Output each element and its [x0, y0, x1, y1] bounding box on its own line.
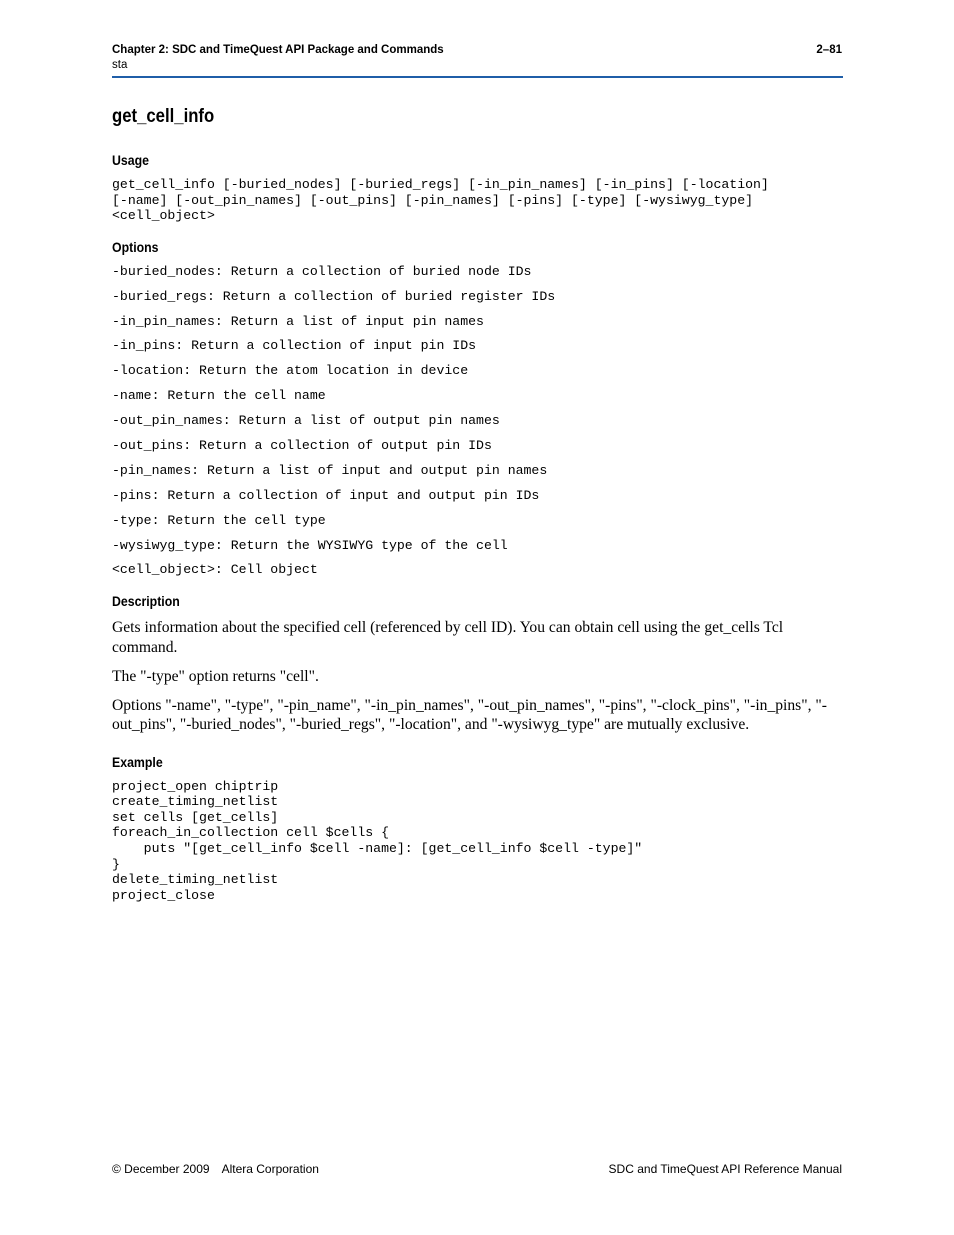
code-line: foreach_in_collection cell $cells {: [112, 825, 389, 841]
description-block: [112, 618, 843, 735]
example-heading: Example: [112, 753, 163, 770]
code-line: }: [112, 856, 120, 872]
option-item: -in_pin_names: Return a list of input pin names: [112, 313, 484, 329]
option-item: -location: Return the atom location in device: [112, 363, 469, 379]
options-heading: Options: [112, 238, 159, 255]
example-code: [112, 779, 843, 904]
code-line: delete_timing_netlist: [112, 872, 279, 888]
usage-heading: Usage: [112, 152, 149, 168]
page-footer-left: [112, 1162, 319, 1177]
usage-line: <cell_object>: [112, 208, 215, 224]
code-line: set cells [get_cells]: [112, 809, 279, 825]
description-paragraph: Options "-name", "-type", "-pin_name", "-in_pin_names", "-out_pin_names", "-pins", "-clock_pins", "-in_pins", "-out_pins", "-buried_nodes", "-buried_regs", "-location", and "-wysiwyg_type" are mutually exclusive.: [112, 696, 827, 734]
option-item: -pin_names: Return a list of input and output pin names: [112, 462, 548, 478]
usage-line: get_cell_info [-buried_nodes] [-buried_regs] [-in_pin_names] [-in_pins] [-location]: [112, 177, 769, 192]
option-item: -type: Return the cell type: [112, 512, 326, 528]
chapter-title: Chapter 2: SDC and TimeQuest API Package and Commands: [112, 44, 444, 56]
code-line: project_close: [112, 887, 215, 903]
section-name: sta: [112, 59, 128, 71]
code-line: puts "[get_cell_info $cell -name]: [get_cell_info $cell -type]": [112, 840, 643, 856]
footer-date: © December 2009: [112, 1162, 210, 1176]
usage-line: [-name] [-out_pin_names] [-out_pins] [-pin_names] [-pins] [-type] [-wysiwyg_type]: [112, 192, 754, 208]
option-item: -pins: Return a collection of input and output pin IDs: [112, 487, 540, 503]
option-item: -name: Return the cell name: [112, 388, 326, 404]
description-heading: Description: [112, 593, 180, 610]
code-line: create_timing_netlist: [112, 794, 279, 810]
option-item: -buried_regs: Return a collection of buried register IDs: [112, 288, 556, 304]
option-item: -wysiwyg_type: Return the WYSIWYG type of the cell: [112, 537, 508, 553]
option-item: -in_pins: Return a collection of input pin IDs: [112, 338, 477, 354]
option-item: <cell_object>: Cell object: [112, 562, 318, 578]
option-item: -out_pin_names: Return a list of output pin names: [112, 413, 500, 429]
header-rule: [112, 76, 843, 78]
usage-block: [112, 177, 843, 224]
main-content: [112, 104, 843, 903]
page-number: 2–81: [816, 44, 842, 56]
description-paragraph: The "-type" option returns "cell".: [112, 667, 319, 685]
option-item: -buried_nodes: Return a collection of buried node IDs: [112, 263, 532, 279]
page-header: [112, 43, 444, 73]
page-title: get_cell_info: [112, 106, 215, 127]
footer-manual-title: SDC and TimeQuest API Reference Manual: [608, 1162, 842, 1176]
footer-company: Altera Corporation: [221, 1162, 319, 1176]
description-paragraph: Gets information about the specified cell (referenced by cell ID). You can obtain cell using the get_cells Tcl command.: [112, 619, 784, 656]
code-line: project_open chiptrip: [112, 778, 279, 794]
option-item: -out_pins: Return a collection of output pin IDs: [112, 438, 492, 454]
options-list: [112, 264, 843, 578]
